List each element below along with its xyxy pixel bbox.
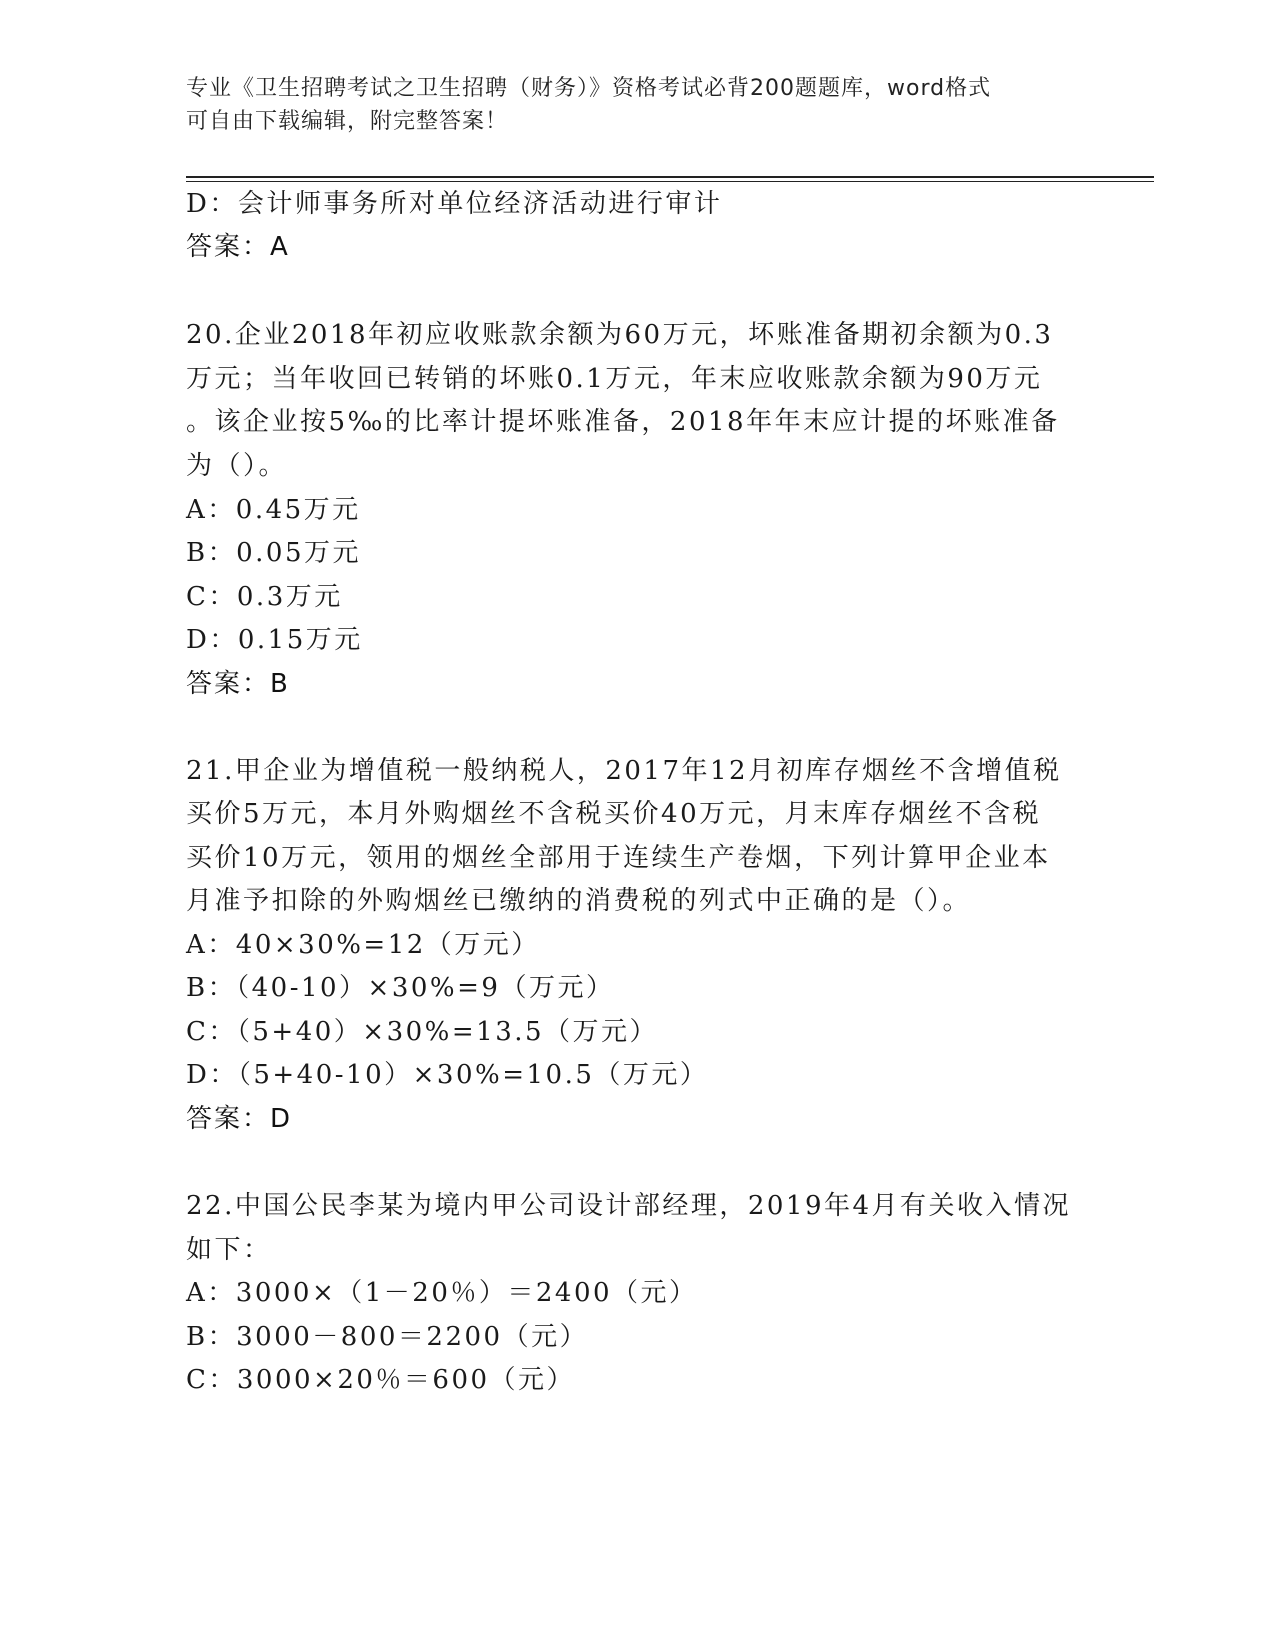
header-divider-thick bbox=[186, 176, 1154, 178]
q20-option-b: B：0.05万元 bbox=[186, 538, 361, 568]
q21-option-c: C：（5+40）×30%=13.5（万元） bbox=[186, 1017, 659, 1047]
document-header bbox=[186, 72, 1066, 138]
q20-stem-line-3: 。该企业按5‰的比率计提坏账准备，2018年年末应计提的坏账准备 bbox=[186, 407, 1060, 437]
header-divider-thin bbox=[186, 181, 1154, 182]
header-line-2: 可自由下载编辑，附完整答案！ bbox=[186, 109, 509, 134]
header-line-1: 专业《卫生招聘考试之卫生招聘（财务）》资格考试必背200题题库，word格式 bbox=[186, 76, 992, 101]
q22-option-a: A：3000×（1－20％）＝2400（元） bbox=[186, 1278, 698, 1308]
q20-stem-line-4: 为（）。 bbox=[186, 451, 288, 481]
q21-answer: 答案：D bbox=[186, 1104, 293, 1134]
q21-option-d: D：（5+40-10）×30%=10.5（万元） bbox=[186, 1060, 709, 1090]
q21-stem-line-2: 买价5万元，本月外购烟丝不含税买价40万元，月末库存烟丝不含税 bbox=[186, 799, 1042, 829]
q21-option-a: A：40×30%=12（万元） bbox=[186, 930, 540, 960]
q19-option-d: D：会计师事务所对单位经济活动进行审计 bbox=[186, 189, 723, 219]
q20-answer: 答案：B bbox=[186, 669, 290, 699]
q20-stem-line-1: 20.企业2018年初应收账款余额为60万元，坏账准备期初余额为0.3 bbox=[186, 320, 1054, 350]
q22-option-b: B：3000－800＝2200（元） bbox=[186, 1322, 589, 1352]
q22-stem-line-2: 如下： bbox=[186, 1235, 272, 1265]
q22-option-c: C：3000×20％＝600（元） bbox=[186, 1365, 576, 1395]
q20-option-c: C：0.3万元 bbox=[186, 582, 343, 612]
q20-option-d: D：0.15万元 bbox=[186, 625, 363, 655]
q19-answer: 答案：A bbox=[186, 232, 290, 262]
q22-stem-line-1: 22.中国公民李某为境内甲公司设计部经理，2019年4月有关收入情况 bbox=[186, 1191, 1072, 1221]
q21-stem-line-4: 月准予扣除的外购烟丝已缴纳的消费税的列式中正确的是（）。 bbox=[186, 886, 972, 916]
q21-option-b: B：（40-10）×30%=9（万元） bbox=[186, 973, 615, 1003]
q21-stem-line-3: 买价10万元，领用的烟丝全部用于连续生产卷烟，下列计算甲企业本 bbox=[186, 843, 1051, 873]
q20-stem-line-2: 万元；当年收回已转销的坏账0.1万元，年末应收账款余额为90万元 bbox=[186, 364, 1043, 394]
q20-option-a: A：0.45万元 bbox=[186, 495, 361, 525]
q21-stem-line-1: 21.甲企业为增值税一般纳税人，2017年12月初库存烟丝不含增值税 bbox=[186, 756, 1062, 786]
